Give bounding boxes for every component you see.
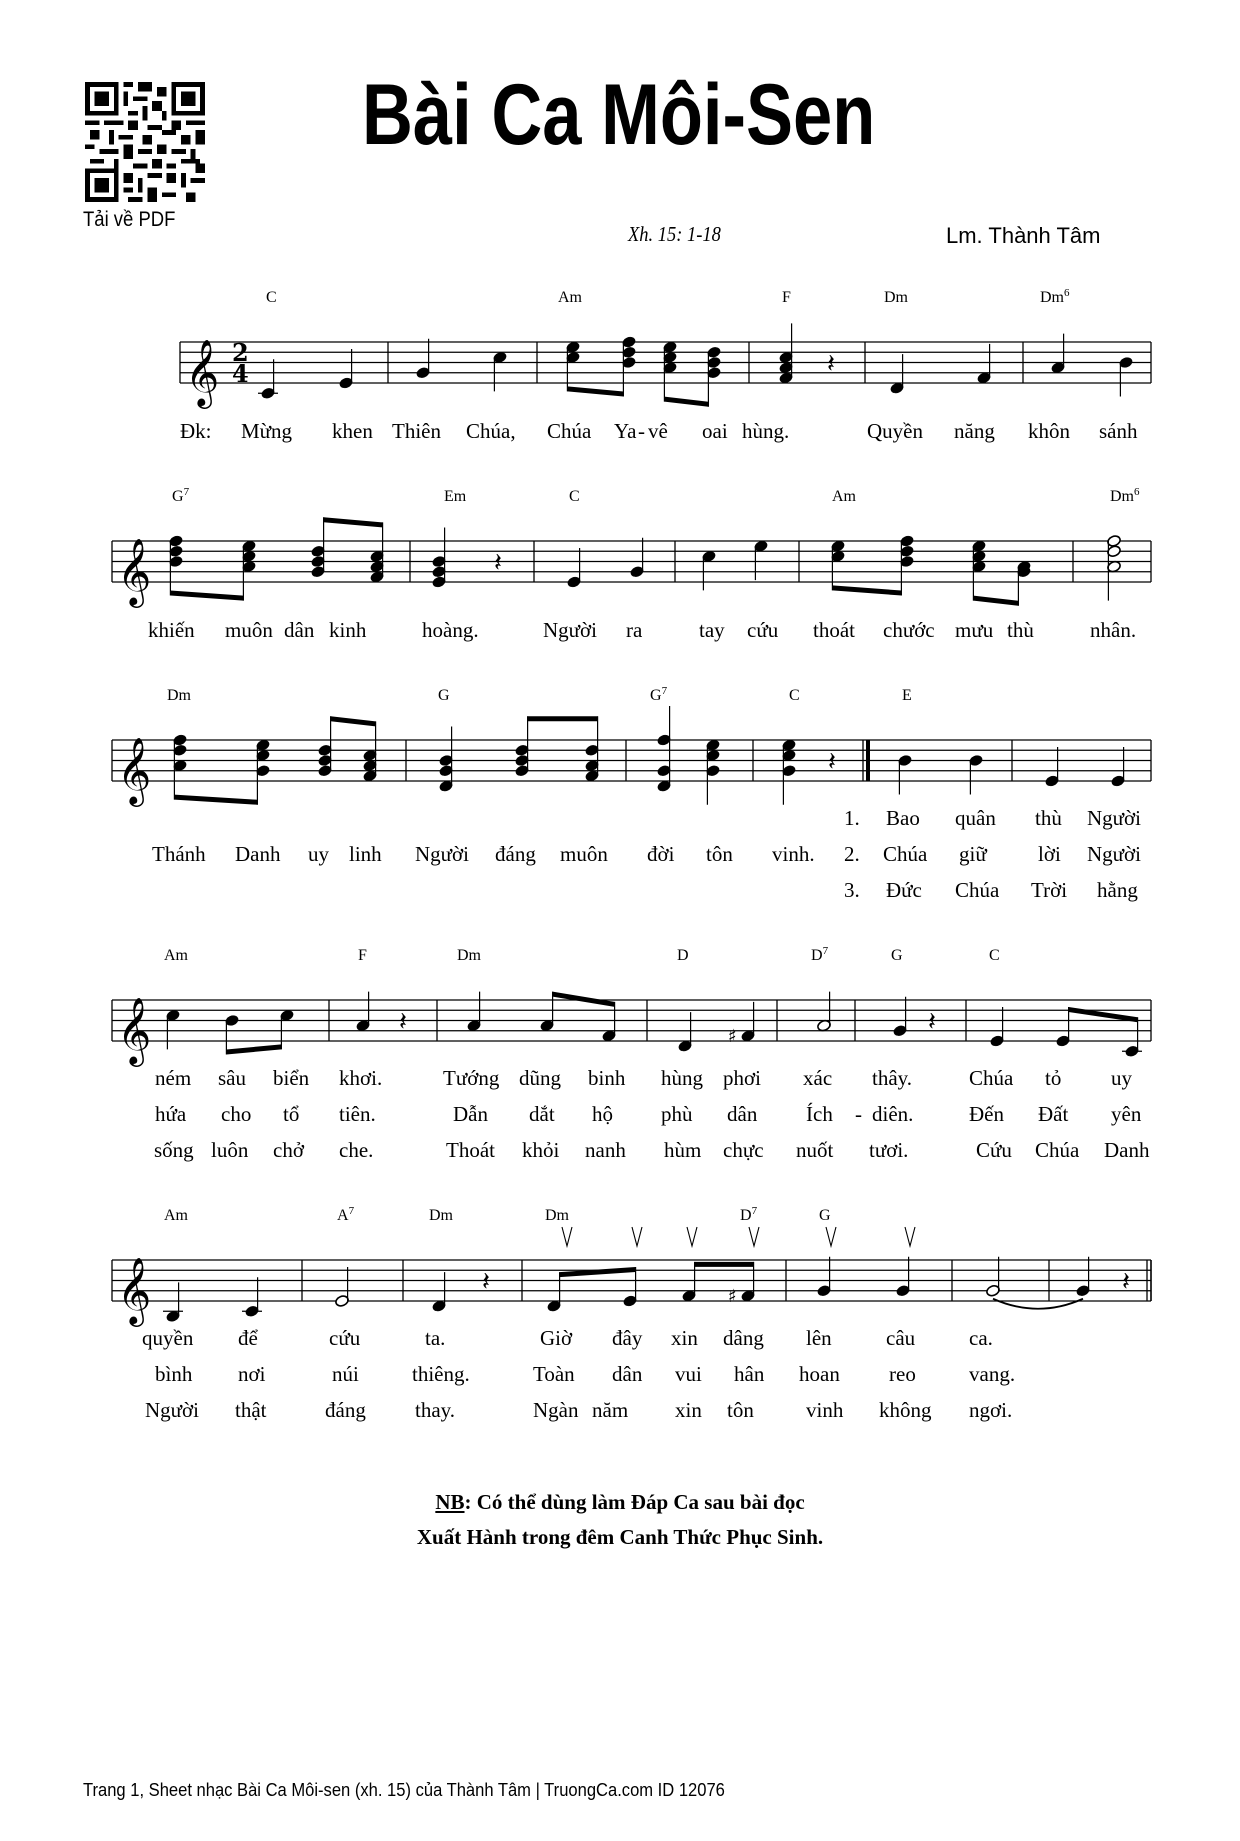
chord-symbol (832, 488, 856, 506)
lyric-word: hộ (592, 1102, 613, 1126)
lyric-word: đáng (325, 1398, 366, 1422)
beam (170, 591, 243, 601)
lyric-word: Đến (969, 1102, 1004, 1126)
chord-root: D (677, 947, 689, 964)
lyric-word: Ya (614, 419, 637, 443)
chord-symbol (650, 687, 667, 705)
lyric-word: Bao (886, 806, 920, 830)
accent-mark-icon (749, 1227, 759, 1246)
lyric-word: Toàn (533, 1362, 575, 1386)
beam (664, 397, 708, 407)
lyric-word: xin (671, 1326, 698, 1350)
lyric-word: dân (727, 1102, 758, 1126)
lyric-word: vê (648, 419, 668, 443)
lyric-word: vinh (806, 1398, 844, 1422)
time-signature-bottom: 4 (232, 359, 249, 388)
lyric-word: muôn (560, 842, 608, 866)
quarter-rest-icon: 𝄽 (1122, 1267, 1130, 1297)
lyric-word: Thiên (392, 419, 441, 443)
lyric-word: dắt (529, 1102, 555, 1126)
chord-symbol (819, 1207, 831, 1225)
lyric-word: binh (588, 1066, 626, 1090)
beam (331, 716, 376, 726)
beam (226, 1044, 281, 1054)
lyric-word: hân (734, 1362, 765, 1386)
sharp-icon: ♯ (728, 1025, 737, 1047)
lyric-word: Đk: (180, 419, 212, 443)
chord-symbol (444, 488, 466, 506)
nb-note-line-2: Xuất Hành trong đêm Canh Thức Phục Sinh. (416, 1525, 824, 1549)
lyric-word: cho (221, 1102, 252, 1126)
lyric-word: 2. (844, 842, 860, 866)
chord-root: G (819, 1207, 831, 1224)
lyric-word: dân (612, 1362, 643, 1386)
lyric-word: cứu (747, 618, 779, 642)
sharp-icon: ♯ (728, 1285, 737, 1307)
lyric-word: phơi (723, 1066, 761, 1090)
beam (567, 386, 623, 396)
lyric-word: Thánh (152, 842, 206, 866)
lyric-word: Chúa (969, 1066, 1014, 1090)
chord-symbol (457, 947, 481, 965)
lyric-word: nanh (585, 1138, 626, 1162)
lyric-word: Quyền (867, 419, 923, 443)
lyric-word: linh (349, 842, 382, 866)
beam (560, 1267, 636, 1277)
chord-symbol (811, 947, 828, 965)
nb-text: : Có thể dùng làm Đáp Ca sau bài đọc (464, 1490, 805, 1514)
quarter-rest-icon: 𝄽 (482, 1267, 490, 1297)
chord-symbol (429, 1207, 453, 1225)
chord-symbol (1040, 289, 1070, 307)
lyric-word: khơi. (339, 1066, 383, 1090)
download-pdf-link[interactable]: Tải về PDF (83, 208, 176, 231)
lyric-word: Cứu (976, 1138, 1012, 1162)
lyric-word: thay. (415, 1398, 456, 1422)
lyric-word: mưu (955, 618, 994, 642)
lyric-word: tươi. (869, 1138, 909, 1162)
beam (553, 992, 615, 1007)
lyric-word: cứu (329, 1326, 361, 1350)
lyric-word: thù (1035, 806, 1062, 830)
lyric-word: vui (675, 1362, 702, 1386)
chord-extension: 7 (348, 1205, 355, 1217)
lyric-word: Chúa (1035, 1138, 1080, 1162)
lyric-word: thù (1007, 618, 1034, 642)
lyric-word: diên. (872, 1102, 914, 1126)
chord-root: F (782, 289, 791, 306)
lyric-word: khen (332, 419, 373, 443)
lyric-word: 3. (844, 878, 860, 902)
scripture-reference: Xh. 15: 1-18 (628, 222, 721, 246)
quarter-rest-icon: 𝄽 (828, 747, 836, 777)
chord-root: C (789, 687, 800, 704)
lyric-word: Người (145, 1398, 199, 1422)
lyric-word: chước (883, 618, 935, 642)
beam (973, 596, 1018, 606)
chord-root: Dm (545, 1207, 569, 1224)
chord-symbol (558, 289, 582, 307)
lyric-word: hằng (1097, 878, 1138, 902)
lyric-word: Dẫn (453, 1102, 488, 1126)
lyric-word: hoan (799, 1362, 840, 1386)
beam (695, 1262, 754, 1267)
chord-root: C (266, 289, 277, 306)
lyric-word: Đức (886, 878, 922, 902)
chord-root: E (902, 687, 912, 704)
quarter-rest-icon: 𝄽 (494, 548, 502, 578)
chord-root: Dm (429, 1207, 453, 1224)
chord-root: Em (444, 488, 467, 505)
lyric-word: để (238, 1326, 258, 1350)
chord-symbol (884, 289, 908, 307)
lyric-word: vinh. (772, 842, 815, 866)
lyric-word: Đất (1038, 1102, 1069, 1126)
chord-root: F (358, 947, 367, 964)
lyric-word: quyền (142, 1326, 194, 1350)
lyric-word: 1. (844, 806, 860, 830)
lyric-word: tiên. (339, 1102, 376, 1126)
chord-root: G (891, 947, 903, 964)
lyric-word: Danh (1104, 1138, 1150, 1162)
chord-root: A (337, 1207, 349, 1224)
accent-mark-icon (905, 1227, 915, 1246)
beam (324, 517, 383, 527)
chord-symbol (438, 687, 450, 705)
lyric-word: Chúa (547, 419, 592, 443)
lyric-word: uy (308, 842, 329, 866)
lyric-word: yên (1111, 1102, 1142, 1126)
beam (528, 716, 598, 721)
lyric-word: nơi (238, 1362, 266, 1386)
treble-clef-icon: 𝄞 (117, 736, 152, 804)
lyric-word: thoát (813, 618, 855, 642)
lyric-word: bình (155, 1362, 193, 1386)
chord-root: G (172, 488, 184, 505)
beam (174, 795, 257, 805)
lyric-word: sánh (1099, 419, 1138, 443)
lyric-word: dũng (519, 1066, 561, 1090)
chord-symbol (740, 1207, 757, 1225)
chord-extension: 6 (1064, 287, 1070, 299)
tie (993, 1299, 1083, 1309)
lyric-word: đây (612, 1326, 643, 1350)
chord-root: Am (832, 488, 856, 505)
composer-name: Lm. Thành Tâm (946, 223, 1101, 248)
treble-clef-icon: 𝄞 (117, 1256, 152, 1324)
lyric-word: sống (154, 1138, 194, 1162)
lyric-word: tay (699, 618, 725, 642)
quarter-rest-icon: 𝄽 (928, 1007, 936, 1037)
chord-root: D (811, 947, 823, 964)
chord-extension: 7 (661, 685, 668, 697)
lyric-word: khỏi (522, 1138, 560, 1162)
lyric-word: Mừng (241, 419, 293, 443)
lyric-word: Chúa, (466, 419, 516, 443)
chord-symbol (164, 1207, 188, 1225)
accent-mark-icon (632, 1227, 642, 1246)
lyric-word: thây. (872, 1066, 913, 1090)
chord-extension: 6 (1134, 486, 1140, 498)
lyric-word: Người (543, 618, 597, 642)
chord-symbol (167, 687, 191, 705)
lyric-word: thiêng. (412, 1362, 470, 1386)
chord-extension: 7 (183, 486, 190, 498)
lyric-word: Chúa (955, 878, 1000, 902)
chord-symbol (1110, 488, 1140, 506)
lyric-word: ca. (969, 1326, 993, 1350)
chord-symbol (172, 488, 189, 506)
chord-root: G (650, 687, 662, 704)
lyric-word: luôn (211, 1138, 249, 1162)
quarter-rest-icon: 𝄽 (827, 349, 835, 379)
chord-root: C (569, 488, 580, 505)
lyric-word: núi (332, 1362, 359, 1386)
lyric-word: vang. (969, 1362, 1016, 1386)
quarter-rest-icon: 𝄽 (399, 1007, 407, 1037)
chord-root: Am (164, 947, 188, 964)
time-signature-top: 2 (232, 338, 249, 367)
lyric-word: Giờ (540, 1326, 573, 1350)
lyric-word: đời (647, 842, 675, 866)
treble-clef-icon: 𝄞 (117, 996, 152, 1064)
lyric-word: năm (592, 1398, 629, 1422)
lyric-word: Người (1087, 842, 1141, 866)
chord-symbol (902, 687, 912, 705)
chord-symbol (989, 947, 1000, 965)
lyric-word: tôn (727, 1398, 754, 1422)
lyric-word: tổ (283, 1102, 300, 1126)
lyric-word: tôn (706, 842, 733, 866)
lyric-word: câu (886, 1326, 916, 1350)
lyric-word: nuốt (796, 1138, 834, 1162)
nb-note-line-1 (0, 1490, 1240, 1515)
lyric-word: Người (415, 842, 469, 866)
chord-root: Dm (167, 687, 191, 704)
lyric-word: khôn (1028, 419, 1070, 443)
beam (832, 585, 901, 595)
lyric-word: xin (675, 1398, 702, 1422)
chord-symbol (891, 947, 903, 965)
chord-symbol (358, 947, 367, 965)
lyric-word: muôn (225, 618, 273, 642)
chord-extension: 7 (822, 945, 829, 957)
chord-extension: 7 (751, 1205, 758, 1217)
lyric-word: kinh (329, 618, 367, 642)
lyric-word: lên (806, 1326, 832, 1350)
lyric-word: - (855, 1102, 862, 1126)
treble-clef-icon: 𝄞 (185, 338, 220, 406)
lyric-word: Danh (235, 842, 281, 866)
lyric-word: ta. (425, 1326, 446, 1350)
page-footer: Trang 1, Sheet nhạc Bài Ca Môi-sen (xh. 15) của Thành Tâm | TruongCa.com ID 12076 (83, 1780, 725, 1800)
lyric-word: Ngàn (533, 1398, 579, 1422)
lyric-word: ra (626, 618, 643, 642)
lyric-word: giữ (959, 842, 987, 866)
nb-label: NB (435, 1490, 465, 1514)
chord-symbol (266, 289, 277, 307)
page-title: Bài Ca Môi-Sen (362, 67, 876, 163)
lyric-word: hùng (661, 1066, 703, 1090)
chord-root: Dm (457, 947, 481, 964)
lyric-word: Tướng (443, 1066, 500, 1090)
lyric-word: Người (1087, 806, 1141, 830)
lyric-word: ngơi. (969, 1398, 1013, 1422)
lyric-word: biển (273, 1066, 310, 1090)
chord-root: C (989, 947, 1000, 964)
qr-code-icon[interactable] (83, 82, 207, 202)
chord-root: Dm (884, 289, 908, 306)
lyric-word: phù (661, 1102, 693, 1126)
lyric-word: nhân. (1090, 618, 1137, 642)
lyric-word: reo (889, 1362, 916, 1386)
lyric-word: Ích (806, 1102, 833, 1126)
lyric-word: tỏ (1045, 1066, 1062, 1090)
chord-symbol (782, 289, 791, 307)
chord-root: Am (558, 289, 582, 306)
lyric-word: thật (235, 1398, 267, 1422)
chord-symbol (337, 1207, 354, 1225)
lyric-word: Thoát (446, 1138, 495, 1162)
chord-symbol (569, 488, 580, 506)
lyric-word: sâu (218, 1066, 246, 1090)
accent-mark-icon (562, 1227, 572, 1246)
chord-symbol (677, 947, 689, 965)
lyric-word: uy (1111, 1066, 1132, 1090)
lyric-word: dân (284, 618, 315, 642)
lyric-word: xác (803, 1066, 833, 1090)
lyric-word: chực (723, 1138, 764, 1162)
chord-root: D (740, 1207, 752, 1224)
lyric-word: oai (702, 419, 728, 443)
accent-mark-icon (687, 1227, 697, 1246)
accent-mark-icon (826, 1227, 836, 1246)
lyric-word: hoàng. (422, 618, 479, 642)
lyric-word: lời (1038, 842, 1061, 866)
lyric-word: hùm (664, 1138, 702, 1162)
chord-root: Dm (1040, 289, 1064, 306)
lyric-word: ném (155, 1066, 192, 1090)
lyric-word: hứa (155, 1102, 187, 1126)
chord-root: Dm (1110, 488, 1134, 505)
chord-symbol (164, 947, 188, 965)
lyric-word: hùng. (742, 419, 790, 443)
lyric-word: đáng (495, 842, 536, 866)
lyric-word: dâng (723, 1326, 764, 1350)
chord-symbol (789, 687, 800, 705)
chord-root: Am (164, 1207, 188, 1224)
lyric-word: Chúa (883, 842, 928, 866)
lyric-word: quân (955, 806, 996, 830)
treble-clef-icon: 𝄞 (117, 537, 152, 605)
lyric-word: Trời (1031, 878, 1068, 902)
lyric-word: năng (954, 419, 995, 443)
lyric-word: - (638, 419, 645, 443)
chord-root: G (438, 687, 450, 704)
lyric-word: che. (339, 1138, 374, 1162)
lyric-word: không (879, 1398, 932, 1422)
chord-symbol (545, 1207, 569, 1225)
lyric-word: chở (273, 1138, 304, 1162)
lyric-word: khiến (148, 618, 195, 642)
